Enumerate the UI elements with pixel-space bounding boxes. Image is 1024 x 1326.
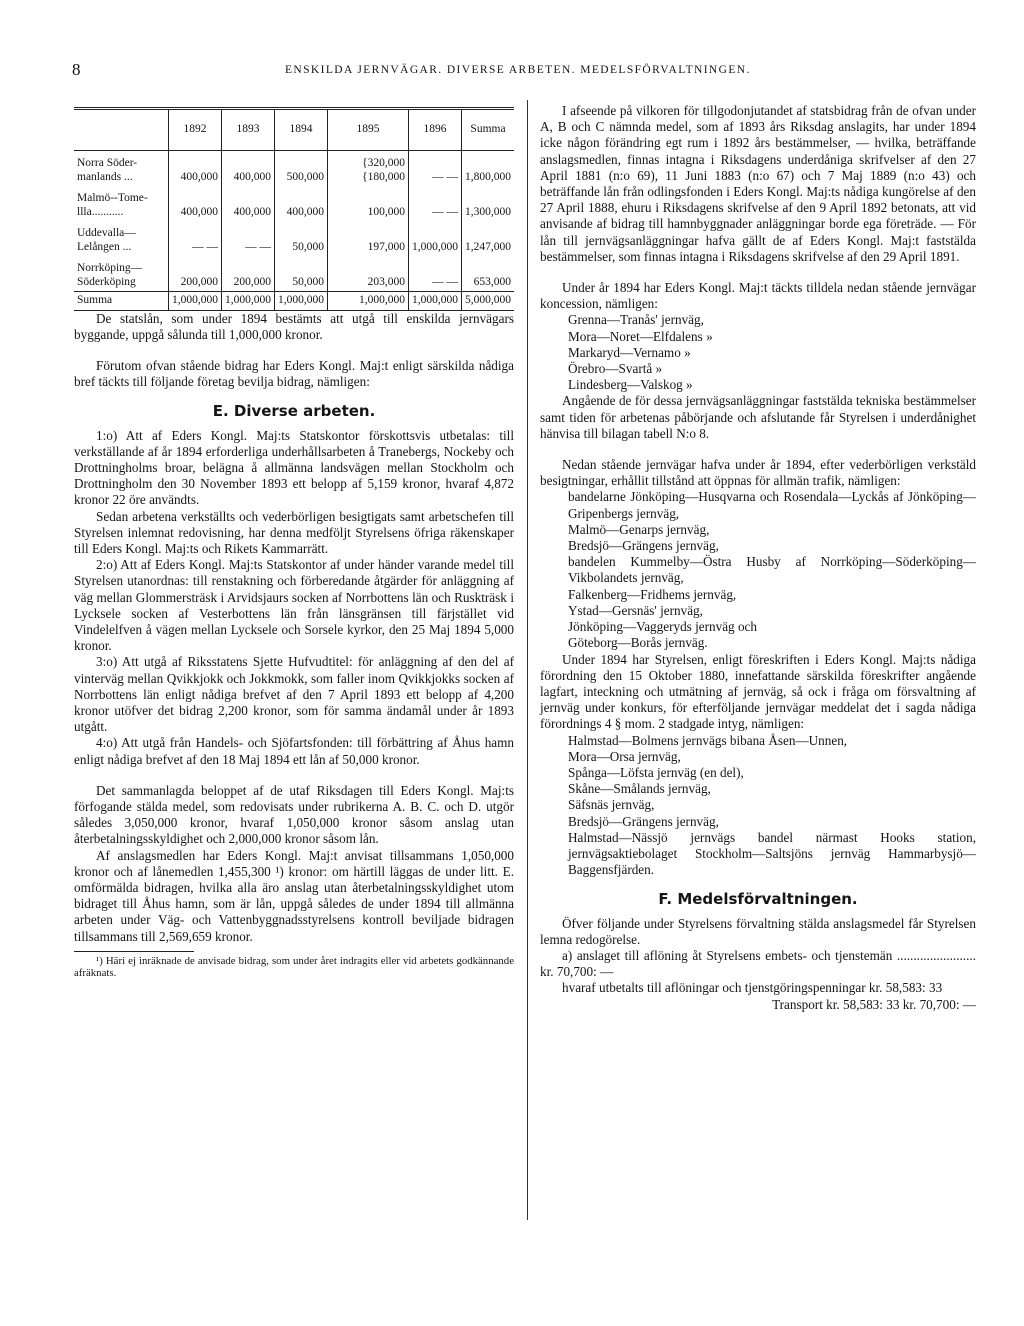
list-item: Göteborg—Borås jernväg. [568,635,708,651]
list-item: Bredsjö—Grängens jernväg, [568,813,719,829]
cell-1894: 400,000 [275,186,328,221]
cell-1895: {320,000 {180,000 [328,151,409,187]
table-header-cell: 1894 [275,109,328,151]
list-item: Halmstad—Nässjö jernvägs bandel närmast Hooks station, jernvägsaktiebolaget Stockholm—Saltsjöns jernväg Hammarbysjö—Baggensfjärden. [568,829,976,878]
list-item: bandelarne Jönköping—Husqvarna och Rosendala—Lyckås af Jönköping—Gripenbergs jernväg, [568,489,976,521]
list-item: Skåne—Smålands jernväg, [568,781,711,797]
row-name: Malmö--Tome-llla........... [77,192,148,218]
page-number: 8 [72,60,81,79]
cell-1892: — — [169,221,222,256]
cell-1893: 400,000 [222,151,275,187]
cell-1894: 500,000 [275,151,328,187]
paragraph: Af anslagsmedlen har Eders Kongl. Maj:t anvisat tillsammans 1,050,000 kronor och af lånemedlen 1,455,300 ¹) kronor: om härtill läggas de under litt. E. omförmälda bidragen, hvilka alla äro anslag utan återbetalningsskyldighet utom bidraget till Åhus hamn, som är lån, uppgå således de under 1894 till allmänna arbeten under Väg- och Vattenbyggnadsstyrelsens kontroll beviljade bidragen tillsammans till 2,569,659 kronor. [74,847,514,944]
table-header-cell: Summa [462,109,515,151]
list-item: Bredsjö—Grängens jernväg, [568,538,719,554]
cell-1893: 400,000 [222,186,275,221]
list-item: Lindesberg—Valskog » [568,377,693,393]
sum-1893: 1,000,000 [222,292,275,311]
row-name: Uddevalla— Lelången ... [77,227,136,253]
cell-1896: — — [409,151,462,187]
concession-list [540,312,976,393]
sum-1892: 1,000,000 [169,292,222,311]
table-header-cell: 1895 [328,109,409,151]
footnote-rule [74,951,194,952]
left-column [74,103,514,980]
table-row [74,151,514,187]
list-item: Jönköping—Vaggeryds jernväg och [568,619,757,635]
sum-label: Summa [74,292,169,311]
cell-summa: 1,247,000 [462,221,515,256]
sum-1894: 1,000,000 [275,292,328,311]
table-header-cell [74,109,169,151]
list-item: Säfsnäs jernväg, [568,797,655,813]
paragraph: Förutom ofvan stående bidrag har Eders Kongl. Maj:t enligt särskilda nådiga bref täckts till följande företag bevilja bidrag, nämligen: [74,357,514,390]
list-item: Ystad—Gersnäs' jernväg, [568,602,703,618]
cell-1893: 200,000 [222,256,275,292]
cell-1893: — — [222,221,275,256]
paragraph: Under 1894 har Styrelsen, enligt föreskriften i Eders Kongl. Maj:ts nådiga förordning den 15 Oktober 1880, innefattande särskilda föreskrifter angående lagfart, inteckning och utmätning af jernväg, så ock i fråga om försvaltning af jernväg under konkurs, för efterföljande jernvägar meddelat det i sagda nådiga förordnings 4 § mom. 2 stadgade intyg, nämligen: [540,651,976,732]
cell-1896: — — [409,186,462,221]
paragraph: Det sammanlagda beloppet af de utaf Riksdagen till Eders Kongl. Maj:ts förfogande stälda medel, som redovisats under rubrikerna A. B. C. och D. utgör således 3,050,000 kronor, hvaraf 1,050,000 kronor såsom anslag utan återbetalningsskyldighet och 2,000,000 kronor såsom lån. [74,782,514,847]
right-column [540,103,976,1013]
cell-1892: 200,000 [169,256,222,292]
loan-table [74,107,514,311]
paragraph: Öfver följande under Styrelsens förvaltning stälda anslagsmedel får Styrelsen lemna redogörelse. [540,915,976,947]
paragraph: I afseende på vilkoren för tillgodonjutandet af statsbidrag från de ofvan under A, B och C nämnda medel, som af 1893 års Riksdag anslagits, har under 1894 icke någon förändring egt rum i 1892 års bestämmelser, — hvilka, beträffande anslagsmedlen, finnas intagna i Riksdagens underdåniga skrifvelser af den 27 April 1881 (n:o 69), 11 Juni 1883 (n:o 67) och 7 Maj 1889 (n:o 43) och beträffande lån från odlingsfonden i Eders Kongl. Maj:ts nådiga kungörelse af den 27 April 1888, ehuru i Riksdagens skrifvelse af den 9 April 1892 betonats, att vid anvisande af bidrag till hamnbyggnader anläggningar borde ega företräde. — För lån till jernvägsanläggningar hafva gällt de af Eders Kongl. Maj:t faststälda bestämmelser, som finnas intagna i Riksdagens skrifvelse af den 29 April 1891. [540,103,976,264]
cell-1894: 50,000 [275,221,328,256]
paragraph: 1:o) Att af Eders Kongl. Maj:ts Statskontor förskottsvis utbetalas: till verkställande af år 1894 erforderliga underhållsarbeten å Tranebergs, Nockeby och Drottningholms broar, belägna å allmänna landsvägen mellan Stockholm och Drottningholm den 30 November 1893 ett belopp af 5,159 kronor, hvaraf 4,872 kronor 22 öre användts. [74,427,514,508]
cell-summa: 653,000 [462,256,515,292]
row-name: Norra Söder-manlands ... [77,157,138,183]
table-header-cell: 1896 [409,109,462,151]
list-item: Mora—Noret—Elfdalens » [568,328,713,344]
cell-summa: 1,800,000 [462,151,515,187]
paragraph: Sedan arbetena verkställts och vederbörligen besigtigats samt arbetschefen till Styrelsen inlemnat redovisning, har denna medföljt Styrelsens öfriga räkenskaper till Eders Kongl. Maj:ts och Rikets Kammarrätt. [74,508,514,556]
table-header-cell: 1893 [222,109,275,151]
cell-1896: 1,000,000 [409,221,462,256]
sum-1896: 1,000,000 [409,292,462,311]
paragraph: 2:o) Att af Eders Kongl. Maj:ts Statskontor af under händer varande medel till Styrelsen utanordnas: till renstakning och förberedande åtgärder för anläggning af väg mellan Glommersträsk i Arvidsjaurs socken af Norrbottens län och Ruskträsk i Lycksele socken af Vesterbottens län från länsgränsen till färjstället vid Vindelelfven å vägen mellan Lycksele och Sorsele kyrkor, den 25 Maj 1894 5,000 kronor. [74,557,514,654]
list-item: bandelen Kummelby—Östra Husby af Norrköping—Söderköping—Vikbolandets jernväg, [568,554,976,586]
list-item: Mora—Orsa jernväg, [568,748,681,764]
row-name: Norrköping— Söderköping [77,262,143,288]
column-divider [527,100,528,1220]
table-header-row [74,109,514,151]
cell-1895: 197,000 [328,221,409,256]
table-sum-row [74,292,514,311]
certified-list [540,733,976,879]
paragraph: Angående de för dessa jernvägsanläggningar faststälda tekniska bestämmelser samt tiden för arbetenas påbörjande och afslutande får Styrelsen i underdånighet hänvisa till bilagan tabell N:o 8. [540,393,976,441]
list-item: Malmö—Genarps jernväg, [568,521,710,537]
section-heading-f: F. Medelsförvaltningen. [658,890,858,909]
opened-list [540,489,976,651]
cell-1894: 50,000 [275,256,328,292]
cell-1892: 400,000 [169,151,222,187]
footnote: ¹) Häri ej inräknade de anvisade bidrag, som under året indragits eller vid arbetets godkännande afräknats. [74,954,514,980]
table-row [74,186,514,221]
cell-1895: 203,000 [328,256,409,292]
paragraph: 4:o) Att utgå från Handels- och Sjöfartsfonden: till förbättring af Åhus hamn enligt nådiga brefvet af den 18 Maj 1894 ett lån af 50,000 kronor. [74,735,514,767]
cell-1892: 400,000 [169,186,222,221]
sum-summa: 5,000,000 [462,292,515,311]
list-item: Halmstad—Bolmens jernvägs bibana Åsen—Unnen, [568,732,848,748]
paragraph: Nedan stående jernvägar hafva under år 1894, efter vederbörligen verkstäld besigtningar, erhållit tillstånd att öppnas för allmän trafik, nämligen: [540,457,976,489]
table-header-cell: 1892 [169,109,222,151]
running-title: ENSKILDA JERNVÄGAR. DIVERSE ARBETEN. MEDELSFÖRVALTNINGEN. [285,64,751,76]
table-row [74,221,514,256]
cell-1895: 100,000 [328,186,409,221]
list-item: Markaryd—Vernamo » [568,344,691,360]
paragraph: Under år 1894 har Eders Kongl. Maj:t täckts tilldela nedan stående jernvägar koncession, nämligen: [540,280,976,312]
paragraph: 3:o) Att utgå af Riksstatens Sjette Hufvudtitel: för anläggning af den del af vinterväg mellan Qvikkjokk och Jokkmokk, som faller inom Qvikkjokks socken af Norrbottens län enligt nådiga brefvet af den 7 April 1893 ett belopp af 4,200 kronor utöfver det bidrag 2,200 kronor, som för samma ändamål under år 1893 utgått. [74,654,514,735]
section-heading-e: E. Diverse arbeten. [212,402,376,421]
sum-1895: 1,000,000 [328,292,409,311]
cell-1896: — — [409,256,462,292]
paragraph: De statslån, som under 1894 bestämts att utgå till enskilda jernvägars byggande, uppgå sålunda till 1,000,000 kronor. [74,310,514,342]
appropriation-line: a) anslaget till aflöning åt Styrelsens embets- och tjenstemän ........................ kr. 70,700: — [540,947,976,980]
paid-line: hvaraf utbetalts till aflöningar och tjenstgöringspenningar kr. 58,583: 33 [562,980,943,996]
list-item: Spånga—Löfsta jernväg (en del), [568,764,744,780]
table-row [74,256,514,292]
list-item: Falkenberg—Fridhems jernväg, [568,586,737,602]
cell-summa: 1,300,000 [462,186,515,221]
list-item: Grenna—Tranås' jernväg, [568,312,704,328]
list-item: Örebro—Svartå » [568,361,663,377]
transport-line: Transport kr. 58,583: 33 kr. 70,700: — [772,996,976,1012]
